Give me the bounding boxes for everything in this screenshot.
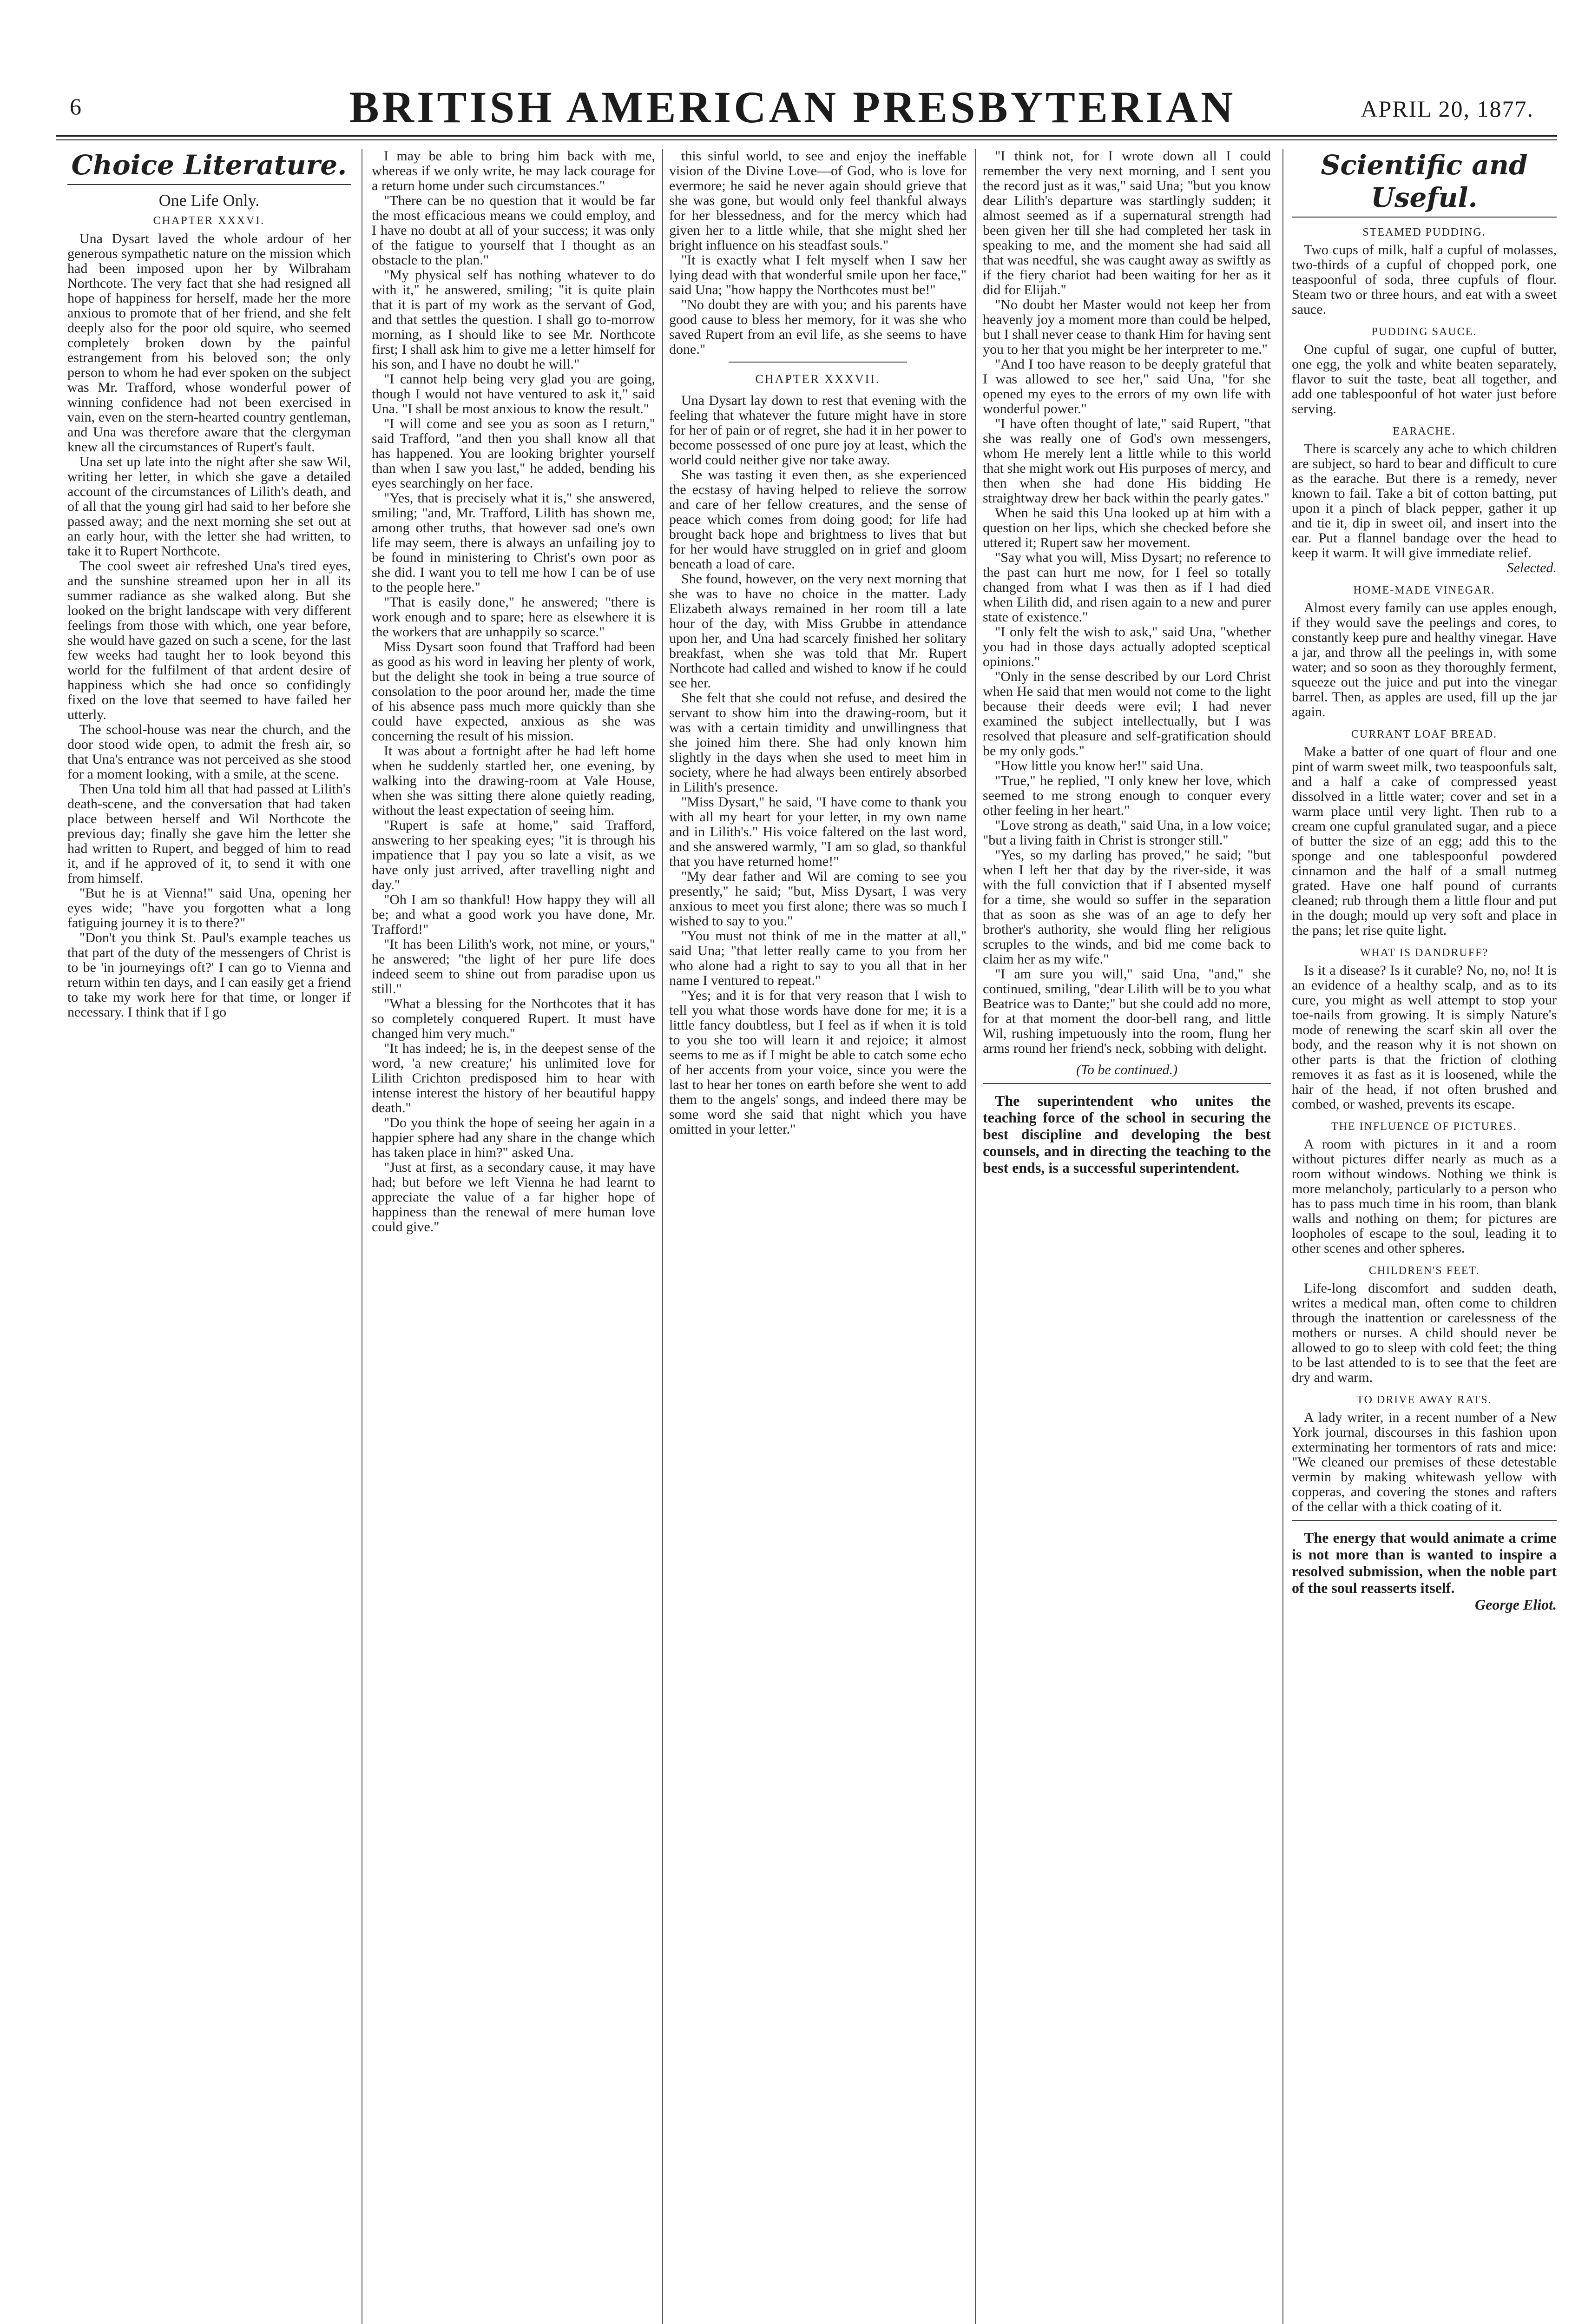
column-divider: [1282, 149, 1283, 2324]
item-home-made-vinegar: [1292, 582, 1557, 720]
item-title: PUDDING SAUCE.: [1371, 326, 1477, 338]
story-body: [67, 231, 351, 1020]
separator: [983, 1083, 1271, 1084]
chapter-heading: CHAPTER XXXVI.: [153, 215, 265, 227]
page-number: 6: [70, 93, 81, 119]
story-paragraph: this sinful world, to see and enjoy the ineffable vision of the Divine Love—of God, who is love for evermore; he said he never again should grieve that she was gone, but would only feel thankful always for her blessedness, and for the mercy which had given her to a little while, that she might shed her bright influence on his steadfast souls.": [669, 149, 967, 253]
closing-quote: [1292, 1529, 1557, 1613]
recipe-steamed-pudding: [1292, 224, 1557, 317]
item-title: STEAMED PUDDING.: [1362, 226, 1486, 238]
story-paragraph: "Oh I am so thankful! How happy they will all be; and what a good work you have done, Mr. Trafford!": [372, 892, 655, 937]
quote-text: The energy that would animate a crime is not more than is wanted to inspire a resolved submission, when the noble part of the soul reasserts itself.: [1292, 1529, 1557, 1596]
to-be-continued: (To be continued.): [1076, 1062, 1178, 1077]
item-title: THE INFLUENCE OF PICTURES.: [1331, 1121, 1517, 1133]
story-paragraph: "What a blessing for the Northcotes that it has so completely conquered Rupert. It must have changed him very much.": [372, 996, 655, 1041]
column-1: [67, 149, 351, 2324]
item-title: WHAT IS DANDRUFF?: [1360, 947, 1489, 959]
story-title: One Life Only.: [158, 191, 260, 210]
item-title: TO DRIVE AWAY RATS.: [1356, 1394, 1492, 1406]
masthead-rule: [56, 135, 1557, 137]
column-divider: [975, 149, 976, 2324]
item-text: Is it a disease? Is it curable? No, no, no! It is an evidence of a healthy scalp, and as to its cure, you might as well attempt to stop your toe-nails from growing. It is simply Nature's mode of renewing the scarf skin all over the body, and the reason why it is not shown on other parts is that the friction of clothing removes it as fast as it is loosened, while the hair of the head, if not often brushed and combed, or washed, prevents its escape.: [1292, 963, 1557, 1112]
story-paragraph: "I only felt the wish to ask," said Una, "whether you had in those days actually adopted sceptical opinions.": [983, 624, 1271, 669]
story-paragraph: I may be able to bring him back with me, whereas if we only write, he may lack courage for a return home under such circumstances.": [372, 149, 655, 193]
column-5: [1292, 149, 1557, 2324]
story-paragraph: Una Dysart lay down to rest that evening with the feeling that whatever the future might have in store for her of pain or of regret, she had it in her power to become possessed of one pure joy at least, which the world could neither give nor take away.: [669, 393, 967, 468]
story-paragraph: The cool sweet air refreshed Una's tired eyes, and the sunshine streamed upon her in all its summer radiance as she walked along. But she looked on the bright landscape with very different feelings from those with which, one year before, she would have gazed on such a scene, for the last few weeks had taught her to look beyond this world for the fulfilment of that ardent desire of happiness which she had once so confidingly fixed on the love that seemed to have failed her utterly.: [67, 558, 351, 722]
story-paragraph: "There can be no question that it would be far the most efficacious means we could employ, and I have no doubt at all of your success; it was only of the fatigue to yourself that I thought as an obstacle to the plan.": [372, 193, 655, 268]
item-dandruff: [1292, 944, 1557, 1112]
story-paragraph: "It has been Lilith's work, not mine, or yours," he answered; "the light of her pure life does indeed seem to shine out from paradise upon us still.": [372, 937, 655, 997]
item-text: One cupful of sugar, one cupful of butter, one egg, the yolk and white beaten separately, flavor to suit the taste, beat all together, and add one tablespoonful of hot water just before serving.: [1292, 342, 1557, 416]
story-paragraph: The school-house was near the church, and the door stood wide open, to admit the fresh air, so that Una's entrance was not perceived as she stood for a moment looking, with a smile, at the scene.: [67, 722, 351, 782]
story-paragraph: "I cannot help being very glad you are going, though I would not have ventured to ask it," said Una. "I shall be most anxious to know the result.": [372, 371, 655, 416]
notice-text: The superintendent who unites the teaching force of the school in securing the best discipline and developing the best counsels, and in directing the teaching to the best ends, is a successful superintendent.: [983, 1092, 1271, 1176]
story-paragraph: "My dear father and Wil are coming to see you presently," he said; "but, Miss Dysart, I was very anxious to meet you first alone; there was so much I wished to say to you.": [669, 869, 967, 929]
item-text: There is scarcely any ache to which children are subject, so hard to bear and difficult to cure as the earache. But there is a remedy, never known to fail. Take a bit of cotton batting, put upon it a pinch of black pepper, gather it up and tie it, dip in sweet oil, and insert into the ear. Put a flannel bandage over the head to keep it warm. It will give immediate relief.: [1292, 441, 1557, 561]
story-paragraph: "Rupert is safe at home," said Trafford, answering to her speaking eyes; "it is through his impatience that I pay you so late a visit, as we have only just arrived, after travelling night and day.": [372, 818, 655, 892]
story-paragraph: She felt that she could not refuse, and desired the servant to show him into the drawing-room, but it was with a certain timidity and unwillingness that she joined him there. She had only known him slightly in the days when she used to meet him in society, where he had always been entirely absorbed in Lilith's presence.: [669, 690, 967, 795]
item-text: A lady writer, in a recent number of a New York journal, discourses in this fashion upon exterminating her tormentors of rats and mice: "We cleaned our premises of these detestable vermin by making whitewash yellow with copperas, and covering the stones and rafters of the cellar with a thick coating of it.: [1292, 1410, 1557, 1514]
story-paragraph: "But he is at Vienna!" said Una, opening her eyes wide; "have you forgotten what a long fatiguing journey it is to there?": [67, 885, 351, 931]
story-paragraph: "Yes, so my darling has proved," he said; "but when I left her that day by the river-side, it was with the full conviction that if I absented myself for a time, she would so suffer in the separation that as soon as she was of an age to defy her brother's authority, she would fling her religious scruples to the winds, and bid me come back to claim her as my wife.": [983, 847, 1271, 967]
story-paragraph: She was tasting it even then, as she experienced the ecstasy of having helped to relieve the sorrow and care of her fellow creatures, and the sense of peace which comes from doing good; for life had brought back hope and brightness to lives that but for her would have struggled on in grief and gloom beneath a load of care.: [669, 467, 967, 572]
story-paragraph: She found, however, on the very next morning that she was to have no choice in the matter. Lady Elizabeth always remained in her room till a late hour of the day, with Miss Grubbe in attendance upon her, and Una had scarcely finished her solitary breakfast, when she was told that Mr. Rupert Northcote had called and wished to know if he could see her.: [669, 571, 967, 691]
story-paragraph: "Love strong as death," said Una, in a low voice; "but a living faith in Christ is stronger still.": [983, 818, 1271, 848]
item-earache: [1292, 423, 1557, 575]
chapter-separator: [729, 362, 907, 363]
recipe-pudding-sauce: [1292, 324, 1557, 416]
story-paragraph: "Say what you will, Miss Dysart; no reference to the past can hurt me now, for I feel so totally changed from what I was then as if I had died when Lilith did, and risen again to a new and purer state of existence.": [983, 550, 1271, 625]
chapter-heading: CHAPTER XXXVII.: [755, 372, 881, 386]
item-influence-of-pictures: [1292, 1118, 1557, 1256]
story-paragraph: "It is exactly what I felt myself when I saw her lying dead with that wonderful smile upon her face," said Una; "how happy the Northcotes must be!": [669, 252, 967, 297]
story-paragraph: "Yes, that is precisely what it is," she answered, smiling; "and, Mr. Trafford, Lilith has shown me, among other truths, that however sad one's own life may seem, there is always an unfailing joy to be found in ministering to Christ's own poor as she did. I want you to tell me how I can be of use to the people here.": [372, 490, 655, 595]
story-paragraph: "I have often thought of late," said Rupert, "that she was really one of God's own messengers, whom He merely lent a little while to this world that she might work out His purposes of mercy, and then when she had done His bidding He straightway drew her back within the pearly gates.": [983, 416, 1271, 506]
story-paragraph: "No doubt they are with you; and his parents have good cause to bless her memory, for it was she who saved Rupert from an evil life, as she seems to have done.": [669, 297, 967, 357]
story-paragraph: "That is easily done," he answered; "there is work enough and to spare; here as elsewhere it is the workers that are unhappily so scarce.": [372, 594, 655, 640]
story-paragraph: "Do you think the hope of seeing her again in a happier sphere had any share in the change which has taken place in him?" asked Una.: [372, 1115, 655, 1160]
item-text: Life-long discomfort and sudden death, writes a medical man, often come to children through the inattention or carelessness of the mothers or nurses. A child should never be allowed to go to sleep with cold feet; the thing to be last attended to is to see that the feet are dry and warm.: [1292, 1281, 1557, 1385]
masthead-rule-thin: [56, 139, 1557, 140]
section-heading-choice-literature: Choice Literature.: [67, 149, 351, 185]
story-paragraph: "Don't you think St. Paul's example teaches us that part of the duty of the messengers of Christ is to be 'in journeyings oft?' I can go to Vienna and return within ten days, and I can easily get a friend to take my work here for that time, or longer if necessary. I think that if I go: [67, 930, 351, 1020]
story-paragraph: "And I too have reason to be deeply grateful that I was allowed to see her," said Una, "for she opened my eyes to the errors of my own life with wonderful power.": [983, 357, 1271, 416]
column-divider: [662, 149, 663, 2324]
item-title: CURRANT LOAF BREAD.: [1351, 728, 1498, 740]
story-paragraph: "Yes; and it is for that very reason that I wish to tell you what those words have done for me; it is a little fancy doubtless, but I feel as if when it is told to you she too will learn it and rejoice; it almost seems to me as if I might be able to catch some echo of her accents from your voice, since you were the last to hear her tones on earth before she went to add them to the angels' songs, and indeed there may be some word she said that night which you have omitted in your letter.": [669, 988, 967, 1137]
story-paragraph: "I will come and see you as soon as I return," said Trafford, "and then you shall know all that has happened. You are looking brighter yourself than when I saw you last," he added, bending his eyes searchingly on her face.: [372, 416, 655, 491]
item-source: Selected.: [1506, 560, 1557, 575]
story-paragraph: "You must not think of me in the matter at all," said Una; "that letter really came to you from her who alone had a right to say to you all that in her name I ventured to repeat.": [669, 928, 967, 988]
column-2: [372, 149, 655, 2324]
notice-superintendent: [983, 1092, 1271, 1176]
story-paragraph: "Only in the sense described by our Lord Christ when He said that men would not come to the light because their deeds were evil; I had never examined the subject intellectually, but I was resolved that pleasure and self-gratification should be my only gods.": [983, 669, 1271, 759]
issue-date: APRIL 20, 1877.: [1361, 96, 1534, 122]
story-paragraph: "I think not, for I wrote down all I could remember the very next morning, and I sent you the record just as it was," said Una; "but you know dear Lilith's departure was startlingly sudden; it almost seemed as if a supernatural strength had been given her till she had completed her task in speaking to me, and the moment she had said all that was needful, she was caught away as swiftly as if the fiery chariot had been waiting for her as it did for Elijah.": [983, 149, 1271, 297]
item-text: A room with pictures in it and a room without pictures differ nearly as much as a room without windows. Nothing we think is more melancholy, particularly to a person who has to pass much time in his room, than blank walls and nothing on them; for pictures are loopholes of escape to the soul, leading it to other scenes and other spheres.: [1292, 1136, 1557, 1256]
story-paragraph: "No doubt her Master would not keep her from heavenly joy a moment more than could be helped, but I shall never cease to thank Him for having sent you to her that you might be her interpreter to me.": [983, 297, 1271, 357]
story-paragraph: When he said this Una looked up at him with a question on her lips, which she checked before she uttered it; Rupert saw her movement.: [983, 505, 1271, 550]
story-paragraph: "It has indeed; he is, in the deepest sense of the word, 'a new creature;' his unlimited love for Lilith Crichton predisposed him to hear with intense interest the history of her beautiful happy death.": [372, 1041, 655, 1116]
item-title: CHILDREN'S FEET.: [1368, 1265, 1480, 1277]
item-childrens-feet: [1292, 1262, 1557, 1385]
story-paragraph: "Just at first, as a secondary cause, it may have had; but before we left Vienna he had learnt to appreciate the value of a far higher hope of happiness than the renewal of mere human love could give.": [372, 1160, 655, 1235]
separator: [1292, 1520, 1557, 1521]
story-paragraph: Una Dysart laved the whole ardour of her generous sympathetic nature on the mission which had been imposed upon her by Wilbraham Northcote. The very fact that she had resigned all hope of happiness for herself, made her the more anxious to promote that of her friend, and she felt deeply also for the poor old squire, who seemed completely broken down by the painful estrangement from his beloved son; the only person to whom he had ever spoken on the subject was Mr. Trafford, whose wonderful power of winning confidence had not been exercised in vain, even on the stern-hearted country gentleman, and Una was therefore aware that the clergyman knew all the circumstances of Rupert's fault.: [67, 231, 351, 455]
item-drive-away-rats: [1292, 1392, 1557, 1514]
masthead-title: BRITISH AMERICAN PRESBYTERIAN: [349, 82, 1236, 132]
column-4: [983, 149, 1271, 2324]
story-paragraph: "How little you know her!" said Una.: [995, 758, 1204, 773]
story-paragraph: Una set up late into the night after she saw Wil, writing her letter, in which she gave a detailed account of the circumstances of Lilith's death, and of all that the young girl had said to her before she passed away; and the next morning she set out at an early hour, with the letter she had written, to take it to Rupert Northcote.: [67, 454, 351, 559]
item-text: Almost every family can use apples enough, if they would save the peelings and cores, to constantly keep pure and healthy vinegar. Have a jar, and throw all the peelings in, with some water; and so soon as they thoroughly ferment, squeeze out the juice and put into the vinegar barrel. Then, as apples are used, fill up the jar again.: [1292, 600, 1557, 720]
recipe-currant-loaf-bread: [1292, 726, 1557, 938]
story-paragraph: "My physical self has nothing whatever to do with it," he answered, smiling; "it is quite plain that it is part of my work as the servant of God, and that settles the question. I shall go to-morrow morning, as I should like to see Mr. Northcote first; I shall ask him to give me a letter himself for his son, and I have no doubt he will.": [372, 267, 655, 372]
story-paragraph: Then Una told him all that had passed at Lilith's death-scene, and the conversation that had taken place between herself and Wil Northcote the previous day; finally she gave him the letter she had written to Rupert, and begged of him to read it, and if he approved of it, to send it with one from himself.: [67, 781, 351, 886]
story-paragraph: Miss Dysart soon found that Trafford had been as good as his word in leaving her plenty of work, but the delight she took in being a true source of consolation to the poor around her, made the time of his absence pass much more quickly than she could have expected, anxious as she was concerning the result of his mission.: [372, 639, 655, 744]
story-paragraph: "True," he replied, "I only knew her love, which seemed to me strong enough to conquer every other feeling in her heart.": [983, 773, 1271, 818]
section-heading-scientific-useful: Scientific and Useful.: [1292, 149, 1557, 218]
story-paragraph: It was about a fortnight after he had left home when he suddenly startled her, one evening, by walking into the drawing-room at Vale House, when she was sitting there alone quietly reading, without the least expectation of seeing him.: [372, 743, 655, 818]
story-paragraph: "Miss Dysart," he said, "I have come to thank you with all my heart for your letter, in my own name and in Lilith's." His voice faltered on the last word, and she answered warmly, "I am so glad, so thankful that you have returned home!": [669, 794, 967, 869]
item-title: HOME-MADE VINEGAR.: [1353, 584, 1495, 596]
column-3: [669, 149, 967, 2324]
story-paragraph: "I am sure you will," said Una, "and," she continued, smiling, "dear Lilith will be to you what Beatrice was to Dante;" but she could add no more, for at that moment the door-bell rang, and little Wil, rushing impetuously into the room, flung her arms round her friend's neck, sobbing with delight.: [983, 966, 1271, 1056]
item-title: EARACHE.: [1393, 425, 1456, 437]
item-text: Two cups of milk, half a cupful of molasses, two-thirds of a cupful of chopped pork, one teaspoonful of soda, three cupfuls of flour. Steam two or three hours, and eat with a sweet sauce.: [1292, 242, 1557, 317]
item-text: Make a batter of one quart of flour and one pint of warm sweet milk, two teaspoonfuls salt, and a half a cake of compressed yeast dissolved in a little water; cover and set in a warm place until very light. Then rub to a cream one cupful granulated sugar, and a piece of butter the size of an egg; add this to the sponge and one tablespoonful powdered cinnamon and the half of a small nutmeg grated. Have one half pound of currants cleaned; rub through them a little flour and put in the dough; mould up very soft and place in the pans; let rise quite light.: [1292, 744, 1557, 938]
quote-source: George Eliot.: [1475, 1596, 1557, 1613]
